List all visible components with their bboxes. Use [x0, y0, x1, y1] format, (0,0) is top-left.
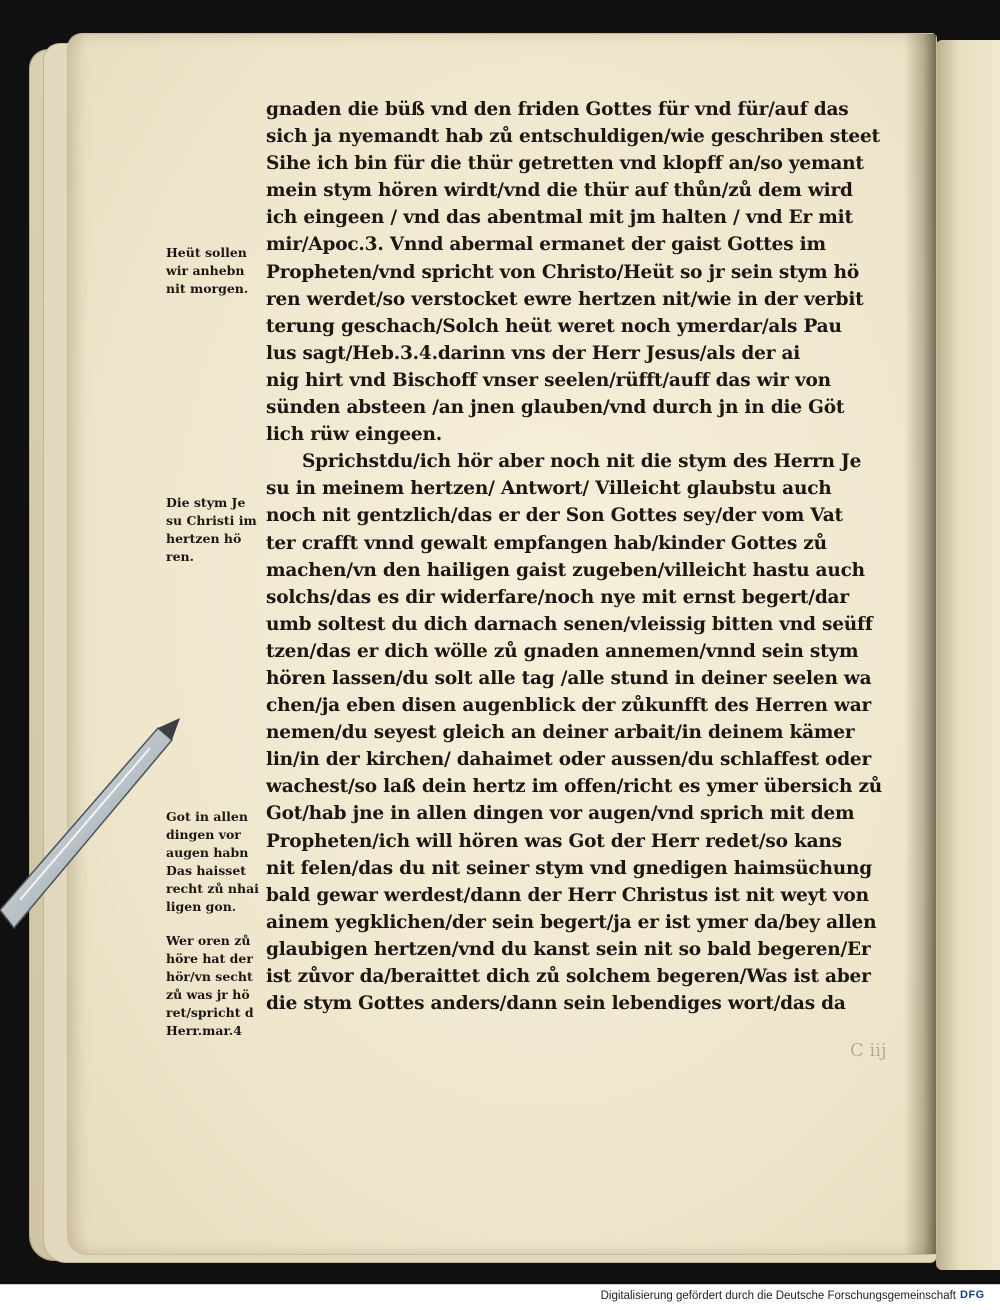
marginal-note-line: hertzen hö [166, 531, 242, 546]
text-line: Got/hab jne in allen dingen vor augen/vnd sprich mit dem [266, 803, 855, 825]
text-line: ter crafft vnnd gewalt empfangen hab/kinder Gottes zů [266, 532, 827, 554]
text-line: nit felen/das du nit seiner stym vnd gnedigen haimsüchung [266, 857, 872, 879]
text-line: glaubigen hertzen/vnd du kanst sein nit so bald begeren/Er [266, 938, 871, 960]
marginal-note-line: su Christi im [166, 513, 257, 528]
marginal-note-line: dingen vor [166, 827, 241, 842]
text-line: lin/in der kirchen/ dahaimet oder aussen/du schlaffest oder [266, 749, 872, 771]
text-line: ren werdet/so verstocket ewre hertzen nit/wie in der verbit [266, 288, 864, 310]
text-line: tzen/das er dich wölle zů gnaden annemen/vnnd sein stym [266, 640, 859, 662]
marginal-note-line: hör/vn secht [166, 969, 253, 984]
pen-pointer-image [0, 700, 220, 960]
funding-credit: Digitalisierung gefördert durch die Deutsche Forschungsgemeinschaft [600, 1290, 956, 1302]
text-line: ist zůvor da/beraittet dich zů solchem begeren/Was ist aber [266, 966, 871, 987]
text-line: terung geschach/Solch heüt weret noch ymerdar/als Pau [266, 315, 842, 337]
text-line: Sihe ich bin für die thür getretten vnd klopff an/so yemant [266, 153, 864, 175]
text-line: wachest/so laß dein hertz im offen/richt es ymer übersich zů [266, 776, 883, 798]
text-line: ainem yegklichen/der sein begert/ja er ist ymer da/bey allen [266, 911, 877, 933]
marginal-note-line: Heüt sollen [166, 245, 247, 260]
text-line: nig hirt vnd Bischoff vnser seelen/rüfft/auff das wir von [266, 369, 831, 391]
text-line: bald gewar werdest/dann der Herr Christus ist nit weyt von [266, 884, 869, 906]
text-line: su in meinem hertzen/ Antwort/ Villeicht glaubstu auch [266, 478, 832, 500]
text-line: sich ja nyemandt hab zů entschuldigen/wie geschriben steet [266, 126, 880, 148]
marginal-note-line: Die stym Je [166, 495, 246, 510]
text-line: Propheten/ich will hören was Got der Herr redet/so kans [266, 830, 842, 852]
text-line: chen/ja eben disen augenblick der zůkunfft des Herren war [266, 695, 872, 717]
marginal-note-line: Wer oren zů [166, 933, 251, 948]
text-line: sünden absteen /an jnen glauben/vnd durch jn in die Göt [266, 397, 845, 419]
text-line: noch nit gentzlich/das er der Son Gottes sey/der vom Vat [266, 505, 843, 527]
catchword: C iij [850, 1040, 887, 1061]
book-gutter [904, 34, 936, 1254]
text-line: nemen/du seyest gleich an deiner arbait/in deinem kämer [266, 722, 855, 744]
marginal-note-line: zů was jr hö [166, 987, 250, 1002]
marginal-note-line: ligen gon. [166, 899, 237, 914]
marginal-note-line: Das haisset [166, 863, 247, 878]
marginal-note-2 [166, 494, 266, 566]
text-line: mein stym hören wirdt/vnd die thür auf thůn/zů dem wird [266, 180, 853, 202]
marginal-note-1 [166, 244, 266, 298]
text-line: Propheten/vnd spricht von Christo/Heüt so jr sein stym hö [266, 261, 860, 283]
marginal-note-line: recht zů nhai [166, 881, 259, 896]
dfg-logo: DFG [960, 1289, 985, 1301]
text-line: lus sagt/Heb.3.4.darinn vns der Herr Jesus/als der ai [266, 342, 801, 364]
marginal-note-line: Got in allen [166, 809, 248, 824]
text-line: die stym Gottes anders/dann sein lebendiges wort/das da [266, 993, 846, 1015]
text-line: ich eingeen / vnd das abentmal mit jm halten / vnd Er mit [266, 207, 853, 229]
marginal-note-line: Herr.mar.4 [166, 1023, 242, 1038]
marginal-note-line: wir anhebn [166, 263, 245, 278]
text-line: umb soltest du dich darnach senen/vleissig bitten vnd seüff [266, 613, 873, 635]
text-line: gnaden die büß vnd den friden Gottes für vnd für/auf das [266, 99, 849, 120]
marginal-note-line: höre hat der [166, 951, 253, 966]
text-line: machen/vn den hailigen gaist zugeben/villeicht hastu auch [266, 559, 865, 581]
text-line: lich rüw eingeen. [266, 424, 442, 446]
marginal-note-line: nit morgen. [166, 281, 249, 296]
text-line: Sprichstdu/ich hör aber noch nit die stym des Herrn Je [302, 451, 862, 473]
footer-bar [0, 1284, 1000, 1310]
main-text-block [266, 96, 906, 1017]
marginal-note-line: ren. [166, 549, 194, 564]
text-line: hören lassen/du solt alle tag /alle stund in deiner seelen wa [266, 667, 872, 689]
text-line: solchs/das es dir widerfare/noch nye mit ernst begert/dar [266, 586, 849, 608]
marginal-note-line: ret/spricht d [166, 1005, 254, 1020]
text-line: mir/Apoc.3. Vnnd abermal ermanet der gaist Gottes im [266, 234, 826, 256]
marginal-note-line: augen habn [166, 845, 249, 860]
facing-page-edge [936, 40, 1000, 1270]
